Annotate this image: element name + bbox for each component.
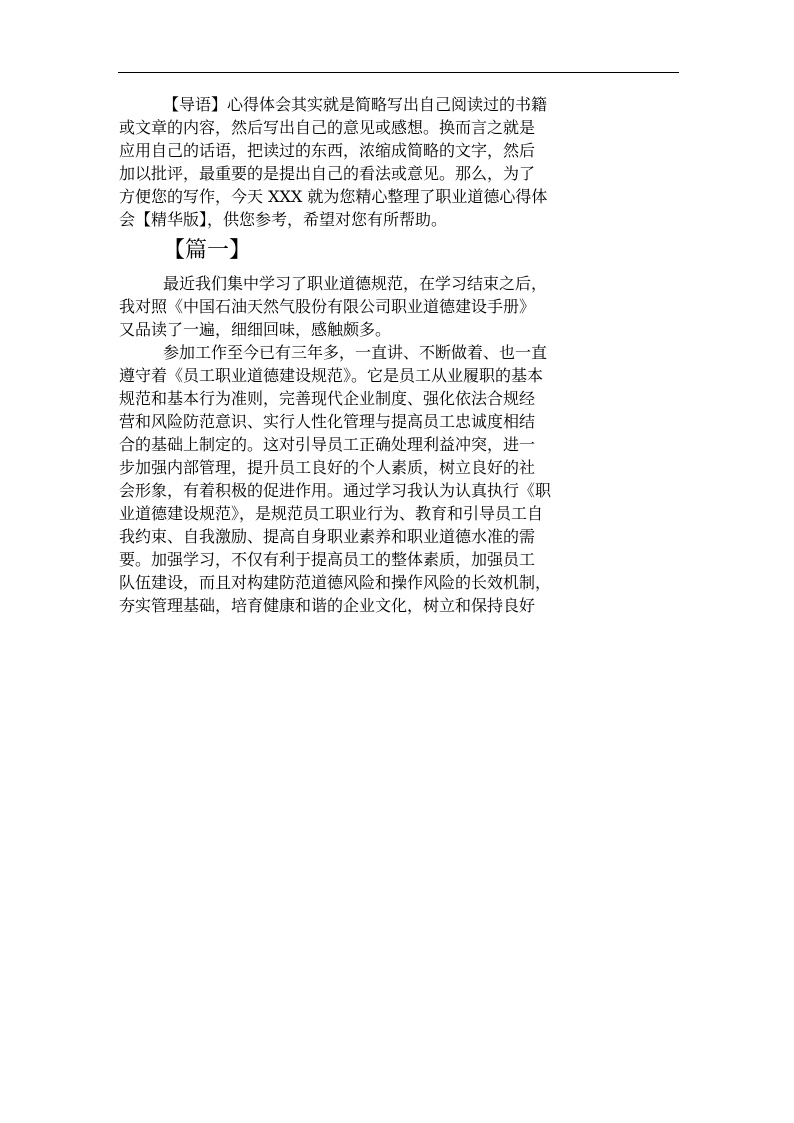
paragraph-line: 遵守着《员工职业道德建设规范》。它是员工从业履职的基本 — [119, 366, 544, 385]
document-body — [119, 92, 679, 616]
paragraph-line: 规范和基本行为准则，完善现代企业制度、强化依法合规经 — [119, 389, 536, 408]
paragraph-line: 合的基础上制定的。这对引导员工正确处理利益冲突，进一 — [119, 435, 536, 454]
intro-line: 【导语】心得体会其实就是简略写出自己阅读过的书籍 — [163, 95, 548, 114]
paragraph-line: 队伍建设，而且对构建防范道德风险和操作风险的长效机制， — [119, 573, 552, 592]
paragraph-line: 我约束、自我激励、提高自身职业素养和职业道德水准的需 — [119, 527, 536, 546]
intro-paragraph — [119, 92, 679, 230]
intro-line: 加以批评，最重要的是提出自己的看法或意见。那么，为了 — [119, 164, 536, 183]
paragraph-line: 参加工作至今已有三年多，一直讲、不断做着、也一直 — [163, 343, 548, 362]
paragraph-line: 要。加强学习，不仅有利于提高员工的整体素质，加强员工 — [119, 550, 536, 569]
paragraph-line: 业道德建设规范》，是规范员工职业行为、教育和引导员工自 — [119, 504, 544, 523]
paragraph-line: 我对照《中国石油天然气股份有限公司职业道德建设手册》 — [119, 297, 536, 316]
paragraph-line: 会形象，有着积极的促进作用。通过学习我认为认真执行《职 — [119, 481, 552, 500]
paragraph-one — [119, 271, 679, 340]
intro-line: 方便您的写作，今天 XXX 就为您精心整理了职业道德心得体 — [119, 187, 548, 206]
paragraph-line: 最近我们集中学习了职业道德规范，在学习结束之后， — [163, 274, 548, 293]
intro-line: 应用自己的话语，把读过的东西，浓缩成简略的文字，然后 — [119, 141, 536, 160]
section-heading: 【篇一】 — [163, 238, 252, 263]
intro-line: 会【精华版】，供您参考，希望对您有所帮助。 — [119, 210, 448, 229]
paragraph-two — [119, 340, 679, 616]
paragraph-line: 营和风险防范意识、实行人性化管理与提高员工忠诚度相结 — [119, 412, 536, 431]
paragraph-line: 步加强内部管理，提升员工良好的个人素质，树立良好的社 — [119, 458, 536, 477]
paragraph-line: 又品读了一遍，细细回味，感触颇多。 — [119, 320, 392, 339]
intro-line: 或文章的内容，然后写出自己的意见或感想。换而言之就是 — [119, 118, 536, 137]
paragraph-line: 夯实管理基础，培育健康和谐的企业文化，树立和保持良好 — [119, 596, 536, 615]
header-rule — [118, 72, 679, 73]
